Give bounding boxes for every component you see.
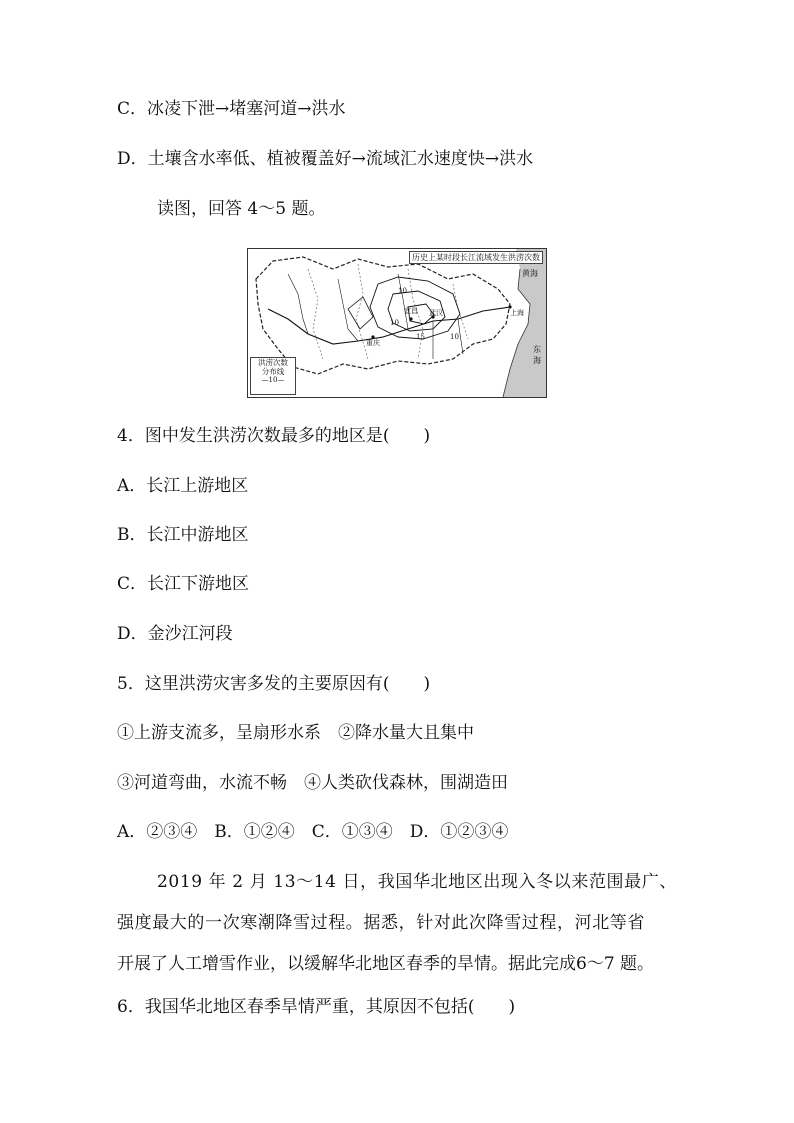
question-4-option-c: C．长江下游地区 bbox=[117, 574, 250, 594]
city-label-chongqing: 重庆 bbox=[366, 339, 380, 347]
contour-label: 15 bbox=[416, 333, 425, 341]
yangtze-flood-map bbox=[247, 248, 547, 398]
question-5: 5．这里洪涝灾害多发的主要原因有( ) bbox=[117, 674, 431, 694]
map-title: 历史上某时段长江流域发生洪涝次数 bbox=[409, 251, 543, 264]
legend-text-2: 分布线 bbox=[261, 367, 285, 376]
passage-line-2: 强度最大的一次寒潮降雪过程。据悉，针对此次降雪过程，河北等省 bbox=[117, 913, 645, 933]
question-5-statements-1: ①上游支流多，呈扇形水系 ②降水量大且集中 bbox=[117, 723, 474, 743]
tributary bbox=[288, 274, 308, 334]
city-dot bbox=[409, 317, 412, 320]
question-5-options: A．②③④ B．①②④ C．①③④ D．①②③④ bbox=[117, 822, 509, 842]
province-boundary bbox=[453, 284, 468, 339]
contour-label: 10 bbox=[450, 333, 459, 341]
city-label-yichang: 宜昌 bbox=[404, 307, 418, 315]
legend-text-1: 洪涝次数 bbox=[258, 358, 288, 367]
map-legend bbox=[250, 357, 296, 395]
map-intro: 读图，回答 4～5 题。 bbox=[157, 199, 326, 219]
option-d-previous: D．土壤含水率低、植被覆盖好→流域汇水速度快→洪水 bbox=[117, 149, 534, 169]
legend-contour-sample: —10— bbox=[261, 376, 285, 384]
passage-line-1: 2019 年 2 月 13～14 日，我国华北地区出现入冬以来范围最广、 bbox=[157, 872, 677, 892]
city-label-shanghai: 上海 bbox=[510, 309, 524, 317]
question-4: 4．图中发生洪涝次数最多的地区是( ) bbox=[117, 426, 431, 446]
option-c-previous: C．冰凌下泄→堵塞河道→洪水 bbox=[117, 99, 346, 119]
passage-line-3: 开展了人工增雪作业，以缓解华北地区春季的旱情。据此完成6～7 题。 bbox=[117, 954, 655, 974]
flood-contour bbox=[348, 297, 373, 329]
question-4-option-b: B．长江中游地区 bbox=[117, 525, 249, 545]
passage-6-7 bbox=[117, 870, 677, 976]
question-6: 6．我国华北地区春季旱情严重，其原因不包括( ) bbox=[117, 997, 516, 1017]
contour-label: 10 bbox=[390, 319, 399, 327]
tributary bbox=[398, 274, 408, 329]
question-4-option-a: A．长江上游地区 bbox=[117, 476, 249, 496]
tributary bbox=[338, 279, 358, 341]
sea-label-donghai-2: 海 bbox=[533, 356, 541, 365]
contour-label: 10 bbox=[398, 287, 407, 295]
city-label-wuhan: 武汉 bbox=[429, 309, 443, 317]
question-5-statements-2: ③河道弯曲，水流不畅 ④人类砍伐森林，围湖造田 bbox=[117, 773, 508, 793]
sea-label-huanghai: 黄海 bbox=[522, 269, 538, 278]
sea-label-donghai-1: 东 bbox=[533, 345, 541, 354]
question-4-option-d: D．金沙江河段 bbox=[117, 624, 233, 644]
province-boundary bbox=[308, 269, 323, 359]
